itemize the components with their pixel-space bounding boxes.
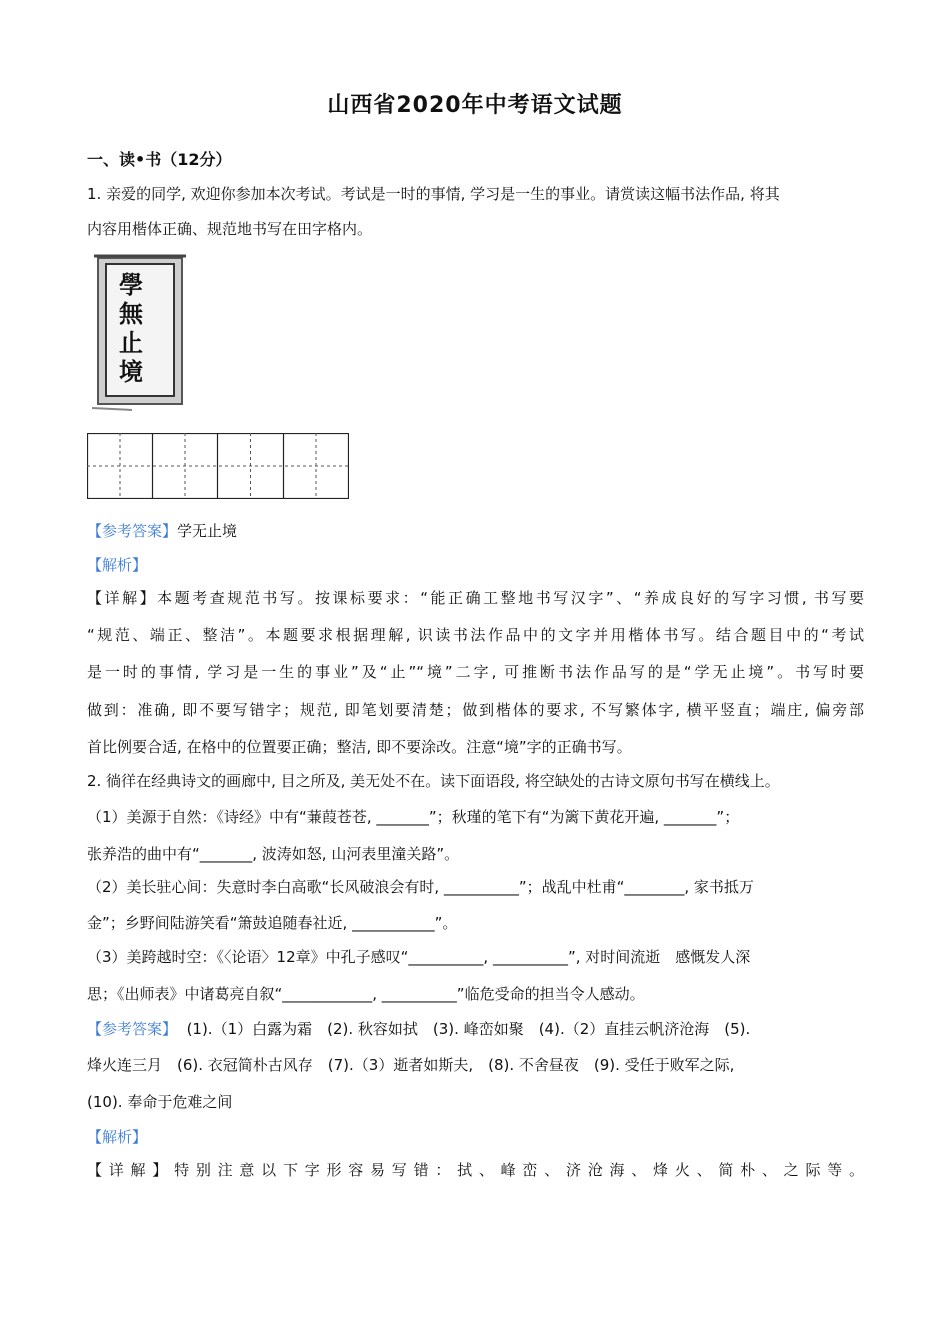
analysis-label: 【解析】 bbox=[87, 1128, 148, 1146]
q1-answer bbox=[87, 520, 237, 541]
answer-text: (1).（1）白露为霜 (2). 秋容如拭 (3). 峰峦如聚 (4).（2）直挂云帆济沧海 (5). bbox=[186, 1020, 751, 1038]
answer-label: 【参考答案】 bbox=[87, 1020, 178, 1038]
q1-detail-line: “规范、端正、整洁”。本题要求根据理解, 识读书法作品中的文字并用楷体书写。结合题目中的“考试 bbox=[87, 626, 864, 644]
tianzige-grid bbox=[87, 433, 349, 503]
q2-paragraph: （3）美跨越时空：《〈论语〉12章》中孔子感叹“__________, __________”, 对时间流逝 感慨发人深 bbox=[87, 948, 751, 966]
q2-intro: 2. 徜徉在经典诗文的画廊中, 目之所及, 美无处不在。读下面语段, 将空缺处的古诗文原句书写在横线上。 bbox=[87, 772, 780, 790]
q1-detail-line: 做到：准确, 即不要写错字；规范, 即笔划要清楚；做到楷体的要求, 不写繁体字, 横平竖直；端庄, 偏旁部 bbox=[87, 701, 864, 719]
section-heading: 一、读•书（12分） bbox=[87, 150, 232, 169]
calligraphy-text: 學無止境 bbox=[119, 270, 143, 386]
q2-paragraph: 张养浩的曲中有“_______, 波涛如怒, 山河表里潼关路”。 bbox=[87, 845, 460, 863]
q1-detail-line: 是一时的事情, 学习是一生的事业”及“止”“境”二字, 可推断书法作品写的是“学无止境”。书写时要 bbox=[87, 663, 864, 681]
q1-detail-line: 首比例要合适, 在格中的位置要正确；整洁, 即不要涂改。注意“境”字的正确书写。 bbox=[87, 738, 632, 756]
q2-paragraph: 思；《出师表》中诸葛亮自叙“____________, __________”临危受命的担当令人感动。 bbox=[87, 985, 645, 1003]
q1-detail-line: 【详解】本题考查规范书写。按课标要求：“能正确工整地书写汉字”、“养成良好的写字习惯, 书写要 bbox=[87, 589, 864, 607]
q2-answer bbox=[87, 1018, 750, 1039]
q2-answer-line: (10). 奉命于危难之间 bbox=[87, 1093, 233, 1111]
q2-paragraph: 金”；乡野间陆游笑看“箫鼓追随春社近, ___________”。 bbox=[87, 914, 458, 932]
q2-paragraph: （1）美源于自然：《诗经》中有“蒹葭苍苍, _______”；秋瑾的笔下有“为篱下黄花开遍, _______”； bbox=[87, 808, 740, 826]
answer-label: 【参考答案】 bbox=[87, 522, 178, 540]
q2-paragraph: （2）美长驻心间：失意时李白高歌“长风破浪会有时, __________”；战乱中杜甫“________, 家书抵万 bbox=[87, 878, 754, 896]
q1-text-line: 1. 亲爱的同学, 欢迎你参加本次考试。考试是一时的事情, 学习是一生的事业。请赏读这幅书法作品, 将其 bbox=[87, 185, 780, 203]
page-title: 山西省2020年中考语文试题 bbox=[327, 93, 623, 118]
q2-answer-line: 烽火连三月 (6). 衣冠简朴古风存 (7).（3）逝者如斯夫, (8). 不舍昼夜 (9). 受任于败军之际, bbox=[87, 1056, 735, 1074]
answer-text: 学无止境 bbox=[177, 522, 238, 540]
q1-text-line: 内容用楷体正确、规范地书写在田字格内。 bbox=[87, 220, 373, 238]
analysis-label: 【解析】 bbox=[87, 556, 148, 574]
q2-detail: 【详解】特别注意以下字形容易写错：拭、峰峦、济沧海、烽火、简朴、之际等。 bbox=[87, 1161, 864, 1179]
